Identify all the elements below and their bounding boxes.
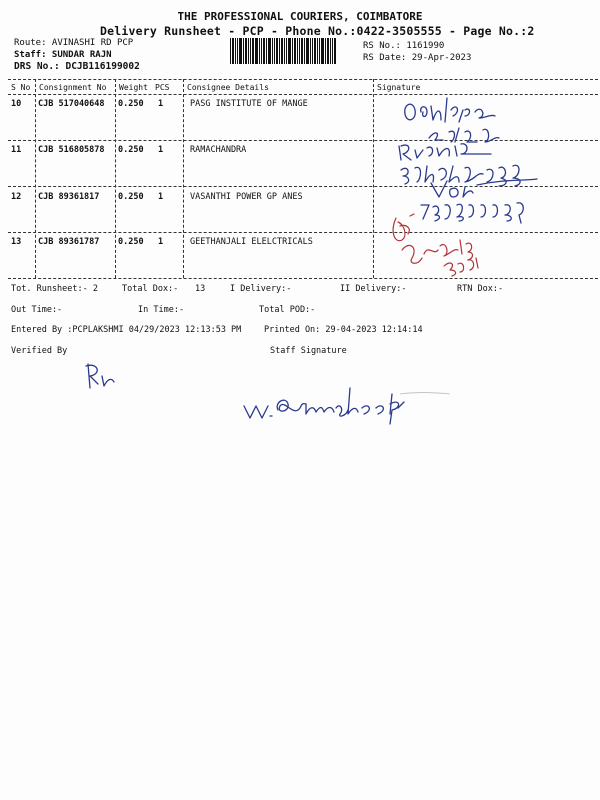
verified-by-label: Verified By	[11, 346, 68, 356]
barcode-bar	[250, 38, 251, 64]
barcode-bar	[248, 38, 249, 64]
barcode-bar	[286, 38, 287, 64]
barcode	[230, 38, 352, 64]
row-sno: 12	[11, 192, 22, 202]
barcode-bar	[297, 38, 298, 64]
row-sno: 10	[11, 99, 22, 109]
row-consignment: CJB 516805878	[38, 145, 105, 155]
barcode-bar	[281, 38, 283, 64]
row-pcs: 1	[158, 237, 164, 247]
barcode-bar	[299, 38, 300, 64]
rs-date: RS Date: 29-Apr-2023	[363, 53, 472, 63]
barcode-bar	[325, 38, 326, 64]
barcode-bar	[279, 38, 280, 64]
out-time: Out Time:-	[11, 305, 63, 315]
row-consignee: PASG INSTITUTE OF MANGE	[190, 99, 308, 109]
column-divider	[183, 79, 184, 278]
barcode-bar	[319, 38, 320, 64]
total-runsheet: Tot. Runsheet:- 2	[11, 284, 98, 294]
barcode-bar	[314, 38, 316, 64]
row-weight: 0.250	[118, 145, 144, 155]
ii-delivery: II Delivery:-	[340, 284, 407, 294]
document-title: THE PROFESSIONAL COURIERS, COIMBATORE	[177, 10, 423, 23]
barcode-bar	[243, 38, 244, 64]
total-pod: Total POD:-	[259, 305, 316, 315]
col-header-signature: Signature	[377, 83, 421, 92]
col-header-weight: Weight	[119, 83, 148, 92]
barcode-bar	[230, 38, 231, 64]
row-consignment: CJB 517040648	[38, 99, 105, 109]
table-bottom-rule	[8, 278, 598, 279]
barcode-bar	[268, 38, 271, 64]
barcode-bar	[330, 38, 331, 64]
barcode-bar	[306, 38, 309, 64]
printed-on: Printed On: 29-04-2023 12:14:14	[264, 325, 423, 335]
barcode-bar	[263, 38, 265, 64]
route-text: Route: AVINASHI RD PCP	[14, 38, 134, 48]
row-weight: 0.250	[118, 237, 144, 247]
total-dox-label: Total Dox:-	[122, 284, 179, 294]
barcode-bar	[232, 38, 234, 64]
row-sno: 11	[11, 145, 22, 155]
barcode-bar	[252, 38, 254, 64]
column-divider	[115, 79, 116, 278]
barcode-bar	[272, 38, 273, 64]
barcode-bar	[310, 38, 311, 64]
verifier-initials	[80, 360, 130, 394]
barcode-bar	[332, 38, 333, 64]
barcode-bar	[304, 38, 305, 64]
barcode-bar	[301, 38, 303, 64]
staff-text: Staff: SUNDAR RAJN	[14, 50, 112, 60]
row-pcs: 1	[158, 145, 164, 155]
barcode-bar	[274, 38, 275, 64]
col-header-consignment: Consignment No	[39, 83, 107, 92]
barcode-bar	[334, 38, 336, 64]
barcode-bar	[237, 38, 238, 64]
runsheet-subtitle: Delivery Runsheet - PCP - Phone No.:0422-3505555 - Page No.:2	[100, 24, 535, 38]
row-pcs: 1	[158, 192, 164, 202]
row-divider	[8, 232, 598, 233]
barcode-bar	[292, 38, 293, 64]
staff-signature-label: Staff Signature	[270, 346, 347, 356]
barcode-bar	[266, 38, 267, 64]
total-dox-value: 13	[195, 284, 206, 294]
row-consignment: CJB 89361787	[38, 237, 100, 247]
barcode-bar	[276, 38, 278, 64]
barcode-bar	[312, 38, 313, 64]
barcode-bar	[317, 38, 318, 64]
row-consignment: CJB 89361817	[38, 192, 100, 202]
rs-number: RS No.: 1161990	[363, 41, 445, 51]
in-time: In Time:-	[138, 305, 185, 315]
barcode-bar	[261, 38, 262, 64]
barcode-bar	[235, 38, 236, 64]
barcode-bar	[288, 38, 291, 64]
barcode-bar	[245, 38, 247, 64]
column-divider	[35, 79, 36, 278]
entered-by: Entered By :PCPLAKSHMI 04/29/2023 12:13:53 PM	[11, 325, 242, 335]
row-weight: 0.250	[118, 99, 144, 109]
rtn-dox: RTN Dox:-	[457, 284, 504, 294]
barcode-bar	[321, 38, 324, 64]
barcode-bar	[239, 38, 242, 64]
barcode-bar	[284, 38, 285, 64]
i-delivery: I Delivery:-	[230, 284, 292, 294]
row-weight: 0.250	[118, 192, 144, 202]
row-consignee: VASANTHI POWER GP ANES	[190, 192, 303, 202]
barcode-bar	[294, 38, 296, 64]
table-top-rule	[8, 79, 598, 80]
staff-handwritten-signature	[240, 380, 460, 430]
row-consignee: RAMACHANDRA	[190, 145, 247, 155]
barcode-bar	[255, 38, 258, 64]
drs-number: DRS No.: DCJB116199002	[14, 61, 140, 72]
header-left-block	[14, 37, 140, 73]
row-consignee: GEETHANJALI ELELCTRICALS	[190, 237, 313, 247]
row-sno: 13	[11, 237, 22, 247]
handwritten-signature-row13	[388, 210, 508, 278]
col-header-pcs: PCS	[155, 83, 170, 92]
column-divider	[373, 79, 374, 278]
barcode-bar	[259, 38, 260, 64]
row-pcs: 1	[158, 99, 164, 109]
barcode-bar	[327, 38, 329, 64]
header-right-block	[363, 40, 471, 64]
col-header-sno: S No	[11, 83, 31, 92]
col-header-consignee: Consignee Details	[187, 83, 269, 92]
